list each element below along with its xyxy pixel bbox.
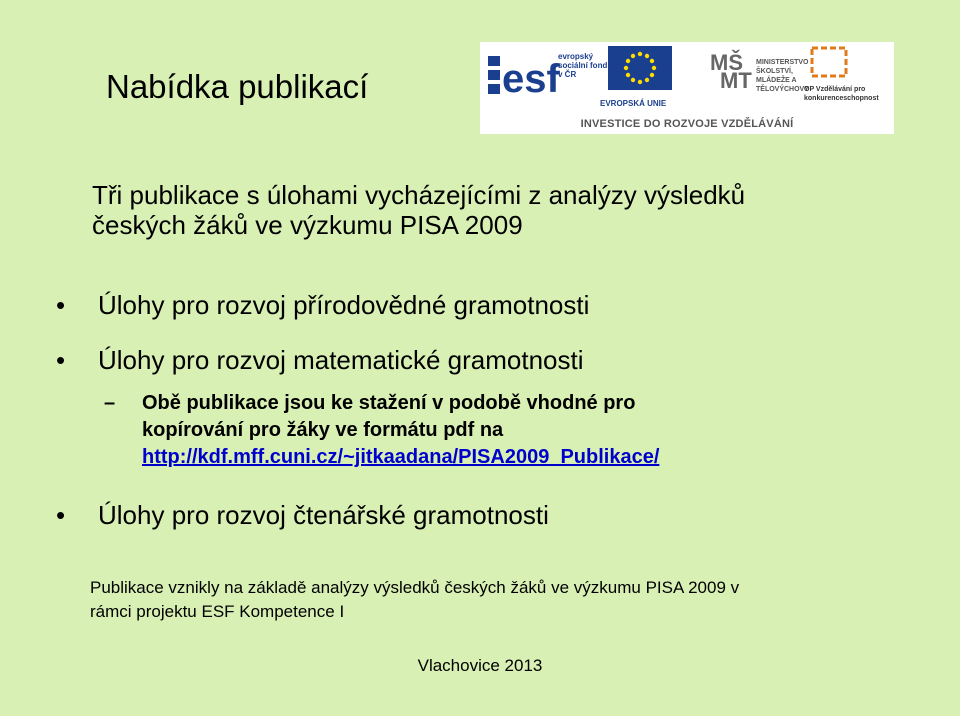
- publications-link[interactable]: http://kdf.mff.cuni.cz/~jitkaadana/PISA2009_Publikace/: [142, 446, 660, 468]
- bullet-dot: •: [56, 290, 66, 320]
- sub-line: Obě publikace jsou ke stažení v podobě vhodné pro: [142, 392, 636, 414]
- intro-text: [92, 180, 912, 240]
- esf-logo: [488, 48, 606, 109]
- bullet-text: Úlohy pro rozvoj přírodovědné gramotnosti: [98, 290, 590, 320]
- logo-tagline: INVESTICE DO ROZVOJE VZDĚLÁVÁNÍ: [580, 118, 794, 130]
- op-logo-text: OP Vzdělávání pro konkurenceschopnost: [804, 86, 879, 102]
- intro-line: českých žáků ve výzkumu PISA 2009: [92, 210, 523, 240]
- note-line: Publikace vznikly na základě analýzy výsledků českých žáků ve výzkumu PISA 2009 v: [90, 578, 740, 597]
- op-logo: [804, 46, 884, 103]
- bullet-text: Úlohy pro rozvoj čtenářské gramotnosti: [98, 500, 549, 530]
- esf-logo-text: evropský sociální fond v ČR: [558, 52, 608, 79]
- page-title: Nabídka publikací: [106, 68, 369, 105]
- intro-line: Tři publikace s úlohami vycházejícími z analýzy výsledků: [92, 180, 746, 210]
- svg-text:esf: esf: [502, 57, 560, 101]
- eu-logo-text: EVROPSKÁ UNIE: [600, 99, 667, 108]
- sub-line: kopírování pro žáky ve formátu pdf na: [142, 419, 504, 441]
- logo-bar: [480, 42, 894, 134]
- bullet-dot: •: [56, 500, 66, 530]
- bullet-dot: •: [56, 345, 66, 375]
- note-text: [90, 576, 920, 624]
- note-line: rámci projektu ESF Kompetence I: [90, 602, 345, 621]
- sub-text: [142, 390, 862, 471]
- msmt-logo-text: MINISTERSTVO ŠKOLSTVÍ, MLÁDEŽE A TĚLOVÝCHOVY: [756, 59, 809, 93]
- footer: Vlachovice 2013: [417, 656, 543, 675]
- sub-dash: –: [104, 392, 116, 414]
- bullet-text: Úlohy pro rozvoj matematické gramotnosti: [98, 345, 584, 375]
- svg-text:MŠ: MŠ: [710, 50, 743, 75]
- msmt-logo: [710, 48, 809, 93]
- svg-text:MT: MT: [720, 68, 752, 88]
- eu-flag-logo: [600, 46, 690, 108]
